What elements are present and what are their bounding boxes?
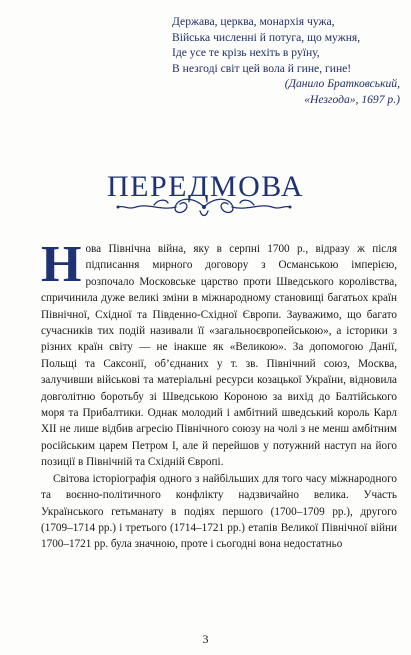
epigraph-attribution-source: «Незгода», 1697 р.)	[304, 92, 400, 106]
epigraph-attribution-author: (Данило Братковський,	[284, 77, 400, 91]
epigraph	[172, 14, 404, 108]
epigraph-line-4: В незгоді світ цей вола й гине, гине!	[172, 61, 352, 75]
page-number: 3	[202, 632, 209, 646]
main-text	[41, 236, 397, 553]
paragraph-1-text: ова Північна війна, яку в серпні 1700 р., відразу ж після підписання мирного договору з Османською імперією, розпочало Московське царство проти Шведського королівства, спричинила дуже великі зміни в міжнародному становищі багатьох країн Північної, Східної та Південно-Східної Європи. Зауважимо, що багато сучасників тих подій називали її «загальноєвропейською», а історики з різних країн світу — не інакше як «Великою». За допомогою Данії, Польщі та Саксонії, об’єднаних у т. зв. Північний союз, Москва, залучивши військові та матеріальні ресурси козацької України, відновила довголітню боротьбу зі Шведською Короною за вихід до Балтійського моря та Прибалтики. Однак молодий і амбітний шведський король Карл XII не лише відбив агресію Північного союзу на чолі з не менш амбітним російським царем Петром І, але й перейшов у потужний наступ на його позиції в Північній та Східній Європі.	[41, 243, 397, 469]
epigraph-line-2: Війська численні й потуга, що мужня,	[172, 30, 361, 44]
chapter-title: ПЕРЕДМОВА	[106, 170, 305, 204]
paragraph-1	[41, 236, 397, 471]
epigraph-line-3: Іде усе те крізь нехіть в руїну,	[172, 46, 320, 60]
decorative-flourish-icon	[114, 193, 294, 221]
paragraph-2: Світова історіографія одного з найбільших для того часу міжнародного та воєнно-політичного конфлікту надзвичайно велика. Участь Українського гетьманату в подіях першого (1700–1709 рр.), другого (1709–1714 рр.) і третього (1714–1721 рр.) етапів Великої Північної війни 1700–1721 рр. була значною, проте і сьогодні вона недостатньо	[41, 472, 397, 551]
epigraph-line-1: Держава, церква, монархія чужа,	[172, 15, 335, 28]
drop-cap: Н	[41, 236, 82, 293]
